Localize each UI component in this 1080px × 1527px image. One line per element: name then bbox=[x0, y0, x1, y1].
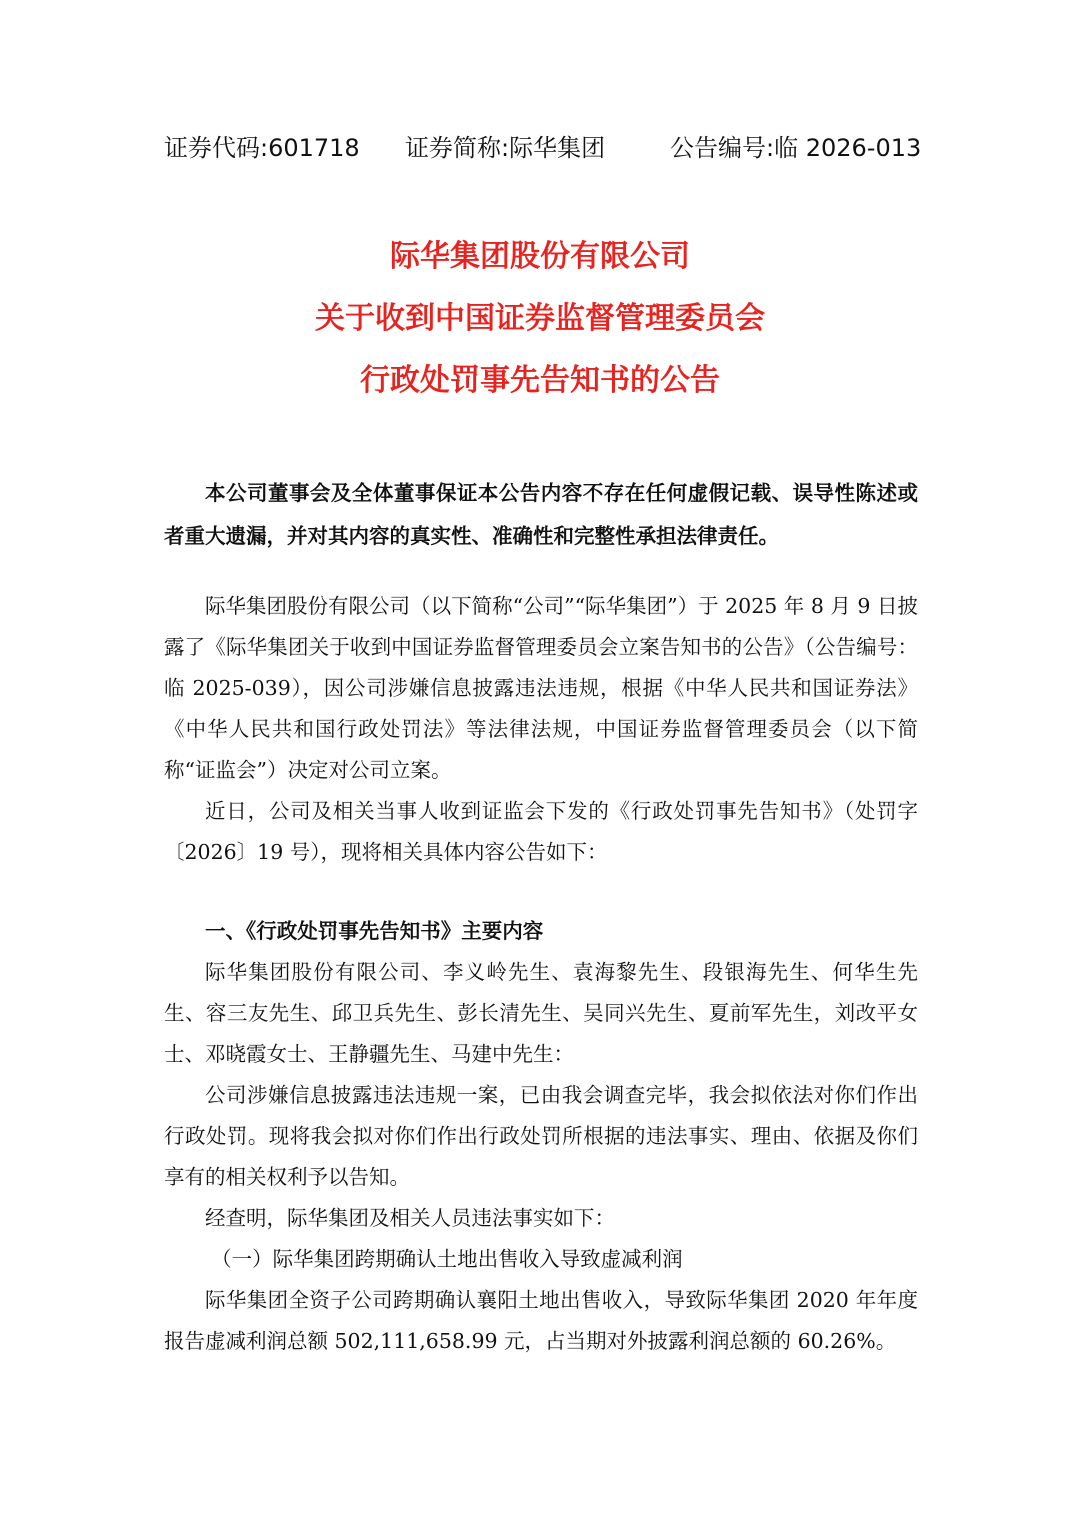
subsection-1-paragraph: 际华集团全资子公司跨期确认襄阳土地出售收入，导致际华集团 2020 年年度报告虚减利润总额 502,111,658.99 元，占当期对外披露利润总额的 60.26%。 bbox=[164, 1288, 918, 1353]
subsection-1-heading: （一）际华集团跨期确认土地出售收入导致虚减利润 bbox=[211, 1247, 683, 1271]
parties-paragraph: 际华集团股份有限公司、李义岭先生、袁海黎先生、段银海先生、何华生先生、容三友先生、邱卫兵先生、彭长清先生、吴同兴先生、夏前军先生，刘改平女士、邓晓霞女士、王静疆先生、马建中先生： bbox=[164, 960, 918, 1066]
notice-number: 公告编号:临 2026-013 bbox=[670, 134, 922, 162]
announcement-title bbox=[0, 232, 1080, 418]
intro-block bbox=[164, 586, 918, 873]
section-1-block bbox=[164, 911, 918, 1362]
facts-intro-paragraph: 经查明，际华集团及相关人员违法事实如下： bbox=[205, 1206, 615, 1230]
title-line-1: 际华集团股份有限公司 bbox=[390, 239, 690, 274]
investigation-paragraph: 公司涉嫌信息披露违法违规一案，已由我会调查完毕，我会拟依法对你们作出行政处罚。现将我会拟对你们作出行政处罚所根据的违法事实、理由、依据及你们享有的相关权利予以告知。 bbox=[164, 1083, 918, 1189]
stock-code: 证券代码:601718 bbox=[164, 134, 360, 162]
board-statement-block bbox=[164, 472, 918, 558]
header-line bbox=[164, 128, 922, 168]
intro-paragraph: 际华集团股份有限公司（以下简称“公司”“际华集团”）于 2025 年 8 月 9 日披露了《际华集团关于收到中国证券监督管理委员会立案告知书的公告》（公告编号：临 2025-039），因公司涉嫌信息披露违法违规，根据《中华人民共和国证券法》《中华人民共和国行政处罚法》等法律法规，中国证券监督管理委员会（以下简称“证监会”）决定对公司立案。 bbox=[164, 594, 918, 782]
title-line-3: 行政处罚事先告知书的公告 bbox=[360, 363, 720, 398]
board-statement: 本公司董事会及全体董事保证本公告内容不存在任何虚假记载、误导性陈述或者重大遗漏，并对其内容的真实性、准确性和完整性承担法律责任。 bbox=[164, 481, 918, 548]
title-line-2: 关于收到中国证券监督管理委员会 bbox=[315, 301, 765, 336]
notice-paragraph: 近日，公司及相关当事人收到证监会下发的《行政处罚事先告知书》（处罚字〔2026〕19 号），现将相关具体内容公告如下： bbox=[164, 799, 918, 864]
section-1-heading: 一、《行政处罚事先告知书》主要内容 bbox=[205, 919, 544, 943]
stock-name: 证券简称:际华集团 bbox=[405, 134, 606, 162]
